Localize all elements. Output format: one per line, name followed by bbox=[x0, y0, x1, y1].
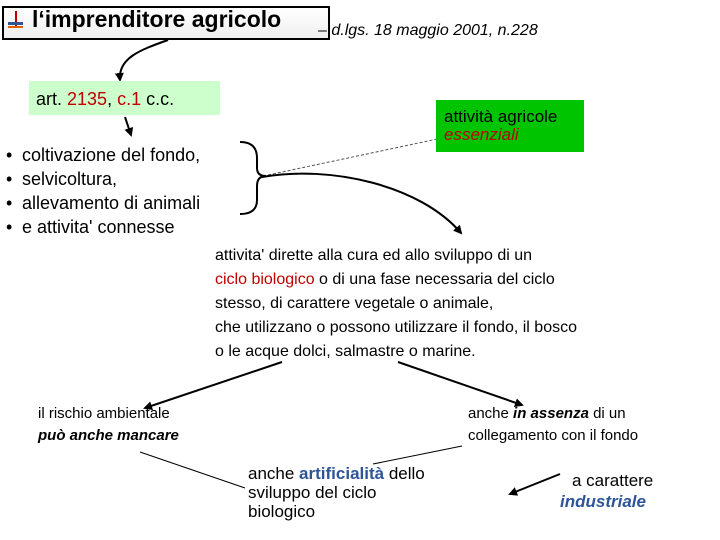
definition-line5: o le acque dolci, salmastre o marine. bbox=[215, 343, 476, 360]
law-reference: – d.lgs. 18 maggio 2001, n.228 bbox=[318, 22, 538, 39]
bracket-to-definition-arrow bbox=[262, 174, 461, 233]
absence-to-artificial-line bbox=[373, 446, 462, 464]
artificial-line1: anche artificialità dello bbox=[248, 464, 425, 483]
absence-line2: collegamento con il fondo bbox=[468, 427, 639, 444]
risk-to-artificial-line bbox=[140, 452, 245, 488]
definition-to-risk-arrow bbox=[145, 362, 282, 408]
title-to-article-arrow bbox=[120, 40, 168, 80]
risk-line1: il rischio ambientale bbox=[38, 405, 170, 422]
essential-line1: attività agricole bbox=[444, 107, 558, 126]
article-reference bbox=[36, 89, 174, 110]
artificial-line2: sviluppo del ciclo bbox=[248, 483, 377, 502]
biological-cycle: ciclo biologico bbox=[215, 271, 315, 288]
artificial-line3: biologico bbox=[248, 502, 316, 521]
artificial-emphasis: artificialità bbox=[299, 464, 385, 483]
dashed-link bbox=[268, 138, 442, 175]
list-item: • e attivita' connesse bbox=[6, 217, 175, 237]
list-item: • allevamento di animali bbox=[6, 193, 201, 213]
article-suffix: c.c. bbox=[141, 89, 175, 109]
definition-line2: ciclo biologico o di una fase necessaria del ciclo bbox=[215, 271, 555, 288]
definition-to-absence-arrow bbox=[398, 362, 522, 405]
industrial-line2: industriale bbox=[560, 492, 646, 511]
article-sep: , bbox=[107, 89, 118, 109]
connector-arrow-icon bbox=[6, 10, 26, 30]
list-item: • selvicoltura, bbox=[6, 169, 118, 189]
definition-line4: che utilizzano o possono utilizzare il fondo, il bosco bbox=[215, 319, 577, 336]
definition-line1: attivita' dirette alla cura ed allo sviluppo di un bbox=[215, 247, 533, 264]
industrial-line1: a carattere bbox=[572, 471, 654, 490]
absence-emphasis: in assenza bbox=[513, 405, 589, 422]
list-bracket bbox=[240, 142, 266, 214]
risk-line2: può anche mancare bbox=[38, 427, 179, 444]
absence-line1: anche in assenza di un bbox=[468, 405, 626, 422]
definition-text bbox=[215, 244, 577, 364]
essential-line2: essenziali bbox=[444, 125, 519, 144]
definition-line3: stesso, di carattere vegetale o animale, bbox=[215, 295, 494, 312]
article-to-list-arrow bbox=[125, 117, 131, 135]
activities-list bbox=[6, 143, 200, 239]
article-comma: c.1 bbox=[117, 89, 142, 109]
article-prefix: art. bbox=[36, 89, 68, 109]
artificial-text bbox=[248, 464, 425, 521]
page-title: l‘imprenditore agricolo bbox=[32, 6, 282, 32]
list-item: • coltivazione del fondo, bbox=[6, 145, 201, 165]
article-number: 2135 bbox=[67, 89, 108, 109]
industrial-to-artificial-arrow bbox=[510, 474, 560, 494]
